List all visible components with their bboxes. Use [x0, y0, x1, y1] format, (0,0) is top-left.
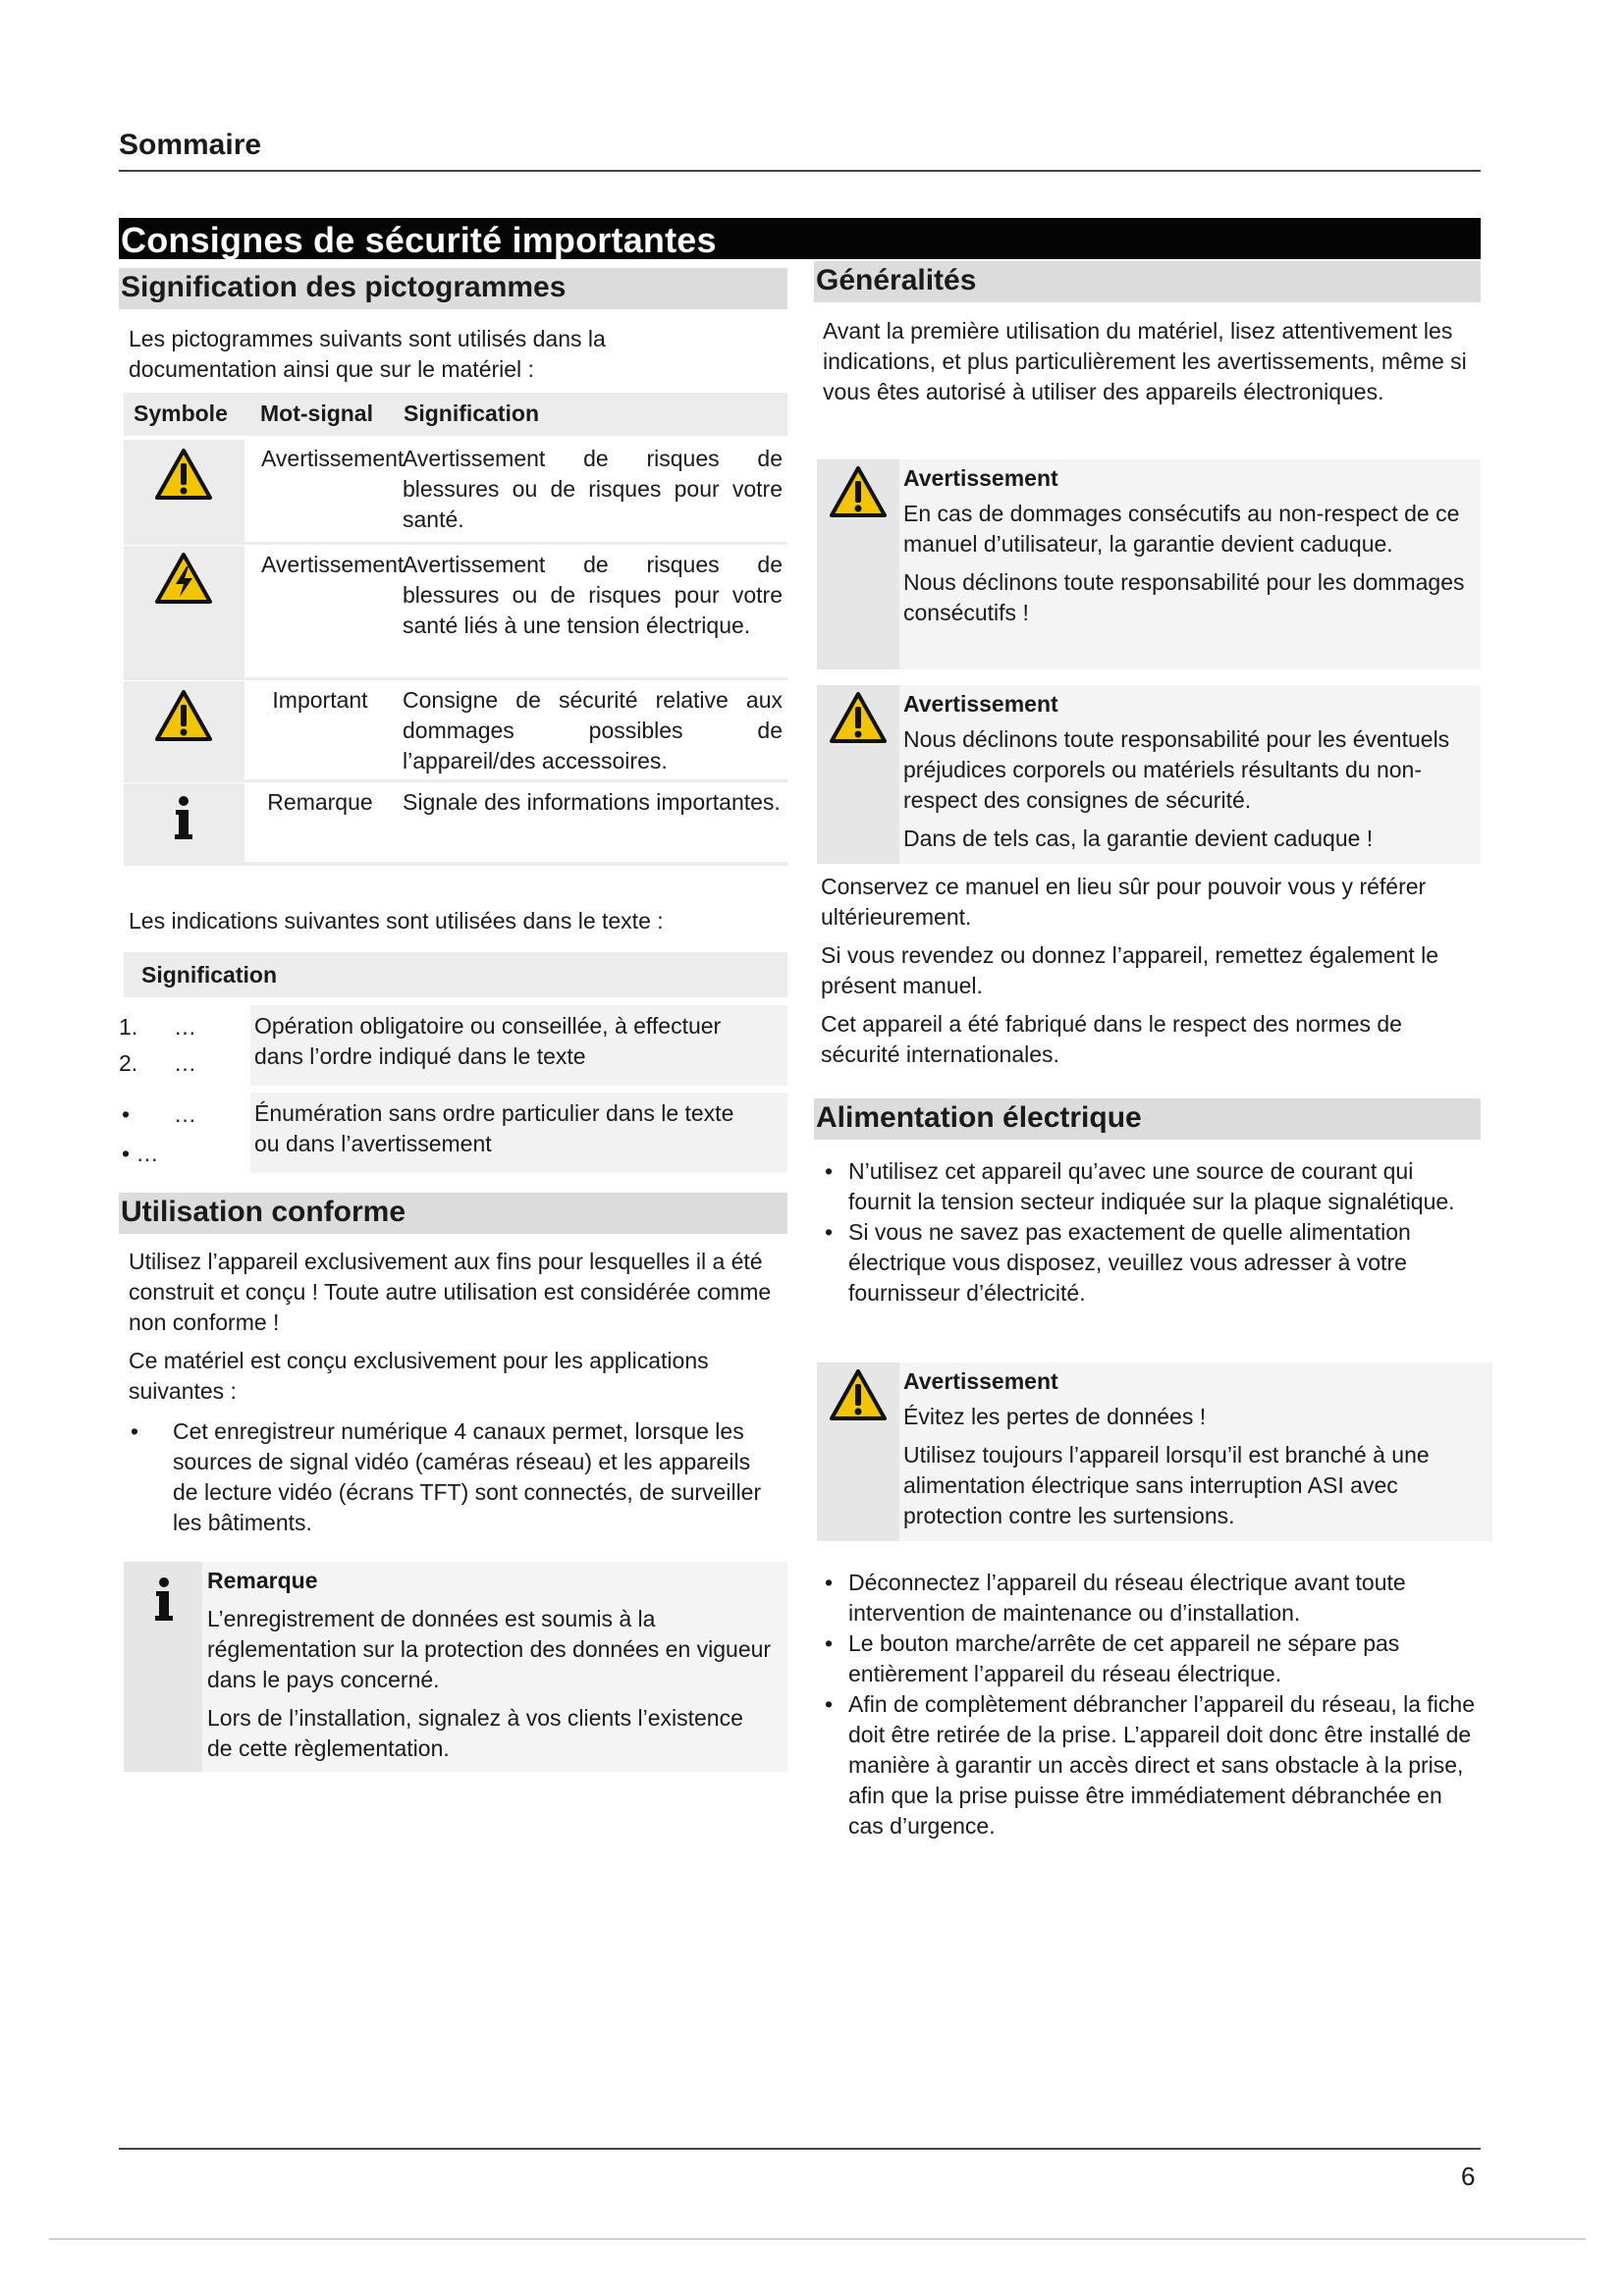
list-item	[821, 1568, 1479, 1629]
footer-divider	[119, 2148, 1481, 2150]
warning-paragraph: Utilisez toujours l’appareil lorsqu’il est branché à une alimentation électrique sans interruption ASI avec protection contre les surtensions.	[903, 1442, 1430, 1528]
row-divider	[124, 677, 787, 680]
bullet-dot: •	[825, 1691, 834, 1717]
bulleted-meaning: Énumération sans ordre particulier dans le texte ou dans l’avertissement	[254, 1100, 734, 1156]
note-paragraph: Lors de l’installation, signalez à vos clients l’existence de cette règlementation.	[207, 1705, 743, 1761]
bullet-dot: •	[825, 1630, 834, 1656]
general-paragraph: Si vous revendez ou donnez l’appareil, remettez également le présent manuel.	[821, 942, 1439, 998]
pictogram-table	[124, 393, 787, 866]
col-header-meaning: Signification	[404, 400, 539, 426]
list-item-text: Déconnectez l’appareil du réseau électrique avant toute intervention de maintenance ou d’installation.	[848, 1570, 1406, 1626]
bullet-dot: •	[131, 1418, 139, 1444]
bullet-dot: •	[825, 1219, 834, 1245]
meaning-text: Consigne de sécurité relative aux dommages possibles de l’appareil/des accessoires.	[403, 687, 783, 774]
note-content	[207, 1566, 772, 1772]
numbered-marker: 1.	[119, 1014, 138, 1040]
list-item	[821, 1629, 1479, 1689]
col-header-symbol: Symbole	[134, 400, 228, 426]
bullet-dot: •	[825, 1570, 834, 1595]
info-icon	[168, 795, 199, 842]
info-icon	[148, 1576, 180, 1624]
indications-header: Signification	[141, 962, 277, 988]
list-item-text: Le bouton marche/arrête de cet appareil ne sépare pas entièrement l’appareil du réseau électrique.	[848, 1630, 1400, 1686]
warning-paragraph: Nous déclinons toute responsabilité pour les dommages consécutifs !	[903, 569, 1465, 625]
signal-word: Important	[272, 687, 368, 713]
heading-intended-use: Utilisation conforme	[119, 1193, 787, 1234]
warning-content	[903, 689, 1473, 862]
heading-general: Généralités	[814, 261, 1481, 302]
list-item	[821, 1689, 1479, 1842]
header-divider	[119, 170, 1481, 172]
intended-use-text	[129, 1247, 777, 1538]
row-divider	[124, 862, 787, 866]
power-bullets	[821, 1156, 1479, 1308]
list-item-text: Afin de complètement débrancher l’appareil du réseau, la fiche doit être retirée de la prise. L’appareil doit donc être installé de manière à garantir un accès direct et sans obstacle à la prise, afin que la prise puisse être immédiatement débranchée en cas d’urgence.	[848, 1691, 1475, 1839]
warning-paragraph: Dans de tels cas, la garantie devient caduque !	[903, 826, 1374, 851]
bulleted-marker: • …	[122, 1141, 159, 1166]
general-paragraph: Conservez ce manuel en lieu sûr pour pouvoir vous y référer ultérieurement.	[821, 874, 1427, 930]
warning-box	[817, 459, 1481, 669]
numbered-ellipsis: …	[174, 1050, 196, 1076]
row-divider	[124, 779, 787, 782]
bullet-dot: •	[825, 1158, 834, 1184]
banner-title: Consignes de sécurité importantes	[121, 220, 717, 260]
meaning-text: Avertissement de risques de blessures ou de risques pour votre santé.	[403, 446, 783, 532]
general-intro: Avant la première utilisation du matériel, lisez attentivement les indications, et plus particulièrement les avertissements, même si vous êtes autorisé à utiliser des appareils électroniques.	[823, 318, 1467, 404]
warning-paragraph: Évitez les pertes de données !	[903, 1404, 1207, 1429]
pictograms-intro: Les pictogrammes suivants sont utilisés dans la documentation ainsi que sur le matériel :	[129, 326, 606, 382]
bulleted-marker: •	[122, 1101, 131, 1127]
col-header-signal: Mot-signal	[260, 400, 373, 426]
numbered-meaning: Opération obligatoire ou conseillée, à effectuer dans l’ordre indiqué dans le texte	[254, 1013, 722, 1069]
warning-title: Avertissement	[903, 691, 1058, 717]
numbered-marker: 2.	[119, 1050, 138, 1076]
page-header-title: Sommaire	[119, 129, 262, 161]
warning-paragraph: Nous déclinons toute responsabilité pour les éventuels préjudices corporels ou matériels résultants du non-respect des consignes de sécurité.	[903, 726, 1450, 813]
signal-word: Avertissement	[261, 446, 405, 471]
warning-paragraph: En cas de dommages consécutifs au non-respect de ce manuel d’utilisateur, la garantie devient caduque.	[903, 501, 1460, 557]
note-paragraph: L’enregistrement de données est soumis à la réglementation sur la protection des données en vigueur dans le pays concerné.	[207, 1606, 772, 1692]
warning-triangle-icon	[154, 689, 213, 742]
row-divider	[124, 542, 787, 545]
heading-power-supply: Alimentation électrique	[814, 1098, 1481, 1140]
warning-triangle-icon	[829, 1368, 888, 1421]
warning-content	[903, 1366, 1478, 1539]
usage-paragraph: Ce matériel est conçu exclusivement pour les applications suivantes :	[129, 1348, 709, 1404]
warning-title: Avertissement	[903, 465, 1058, 491]
usage-bullet	[129, 1416, 777, 1538]
list-item	[821, 1156, 1479, 1217]
power-bullets-2	[821, 1568, 1479, 1842]
signal-word: Remarque	[267, 789, 373, 815]
electric-warning-icon	[154, 552, 213, 605]
warning-title: Avertissement	[903, 1368, 1058, 1394]
note-title: Remarque	[207, 1568, 318, 1593]
list-item-text: Si vous ne savez pas exactement de quelle alimentation électrique vous disposez, veuillez vous adresser à votre fournisseur d’électricité.	[848, 1219, 1411, 1306]
usage-bullet-text: Cet enregistreur numérique 4 canaux permet, lorsque les sources de signal vidéo (caméras réseau) et les appareils de lecture vidéo (écrans TFT) sont connectés, de surveiller les bâtiments.	[173, 1418, 762, 1535]
warning-triangle-icon	[154, 448, 213, 501]
warning-box	[817, 1362, 1492, 1541]
meaning-text: Avertissement de risques de blessures ou de risques pour votre santé liés à une tension électrique.	[403, 552, 783, 638]
numbered-ellipsis: …	[174, 1014, 196, 1040]
heading-pictograms: Signification des pictogrammes	[119, 268, 787, 309]
warning-triangle-icon	[829, 465, 888, 518]
section-banner	[119, 218, 1481, 259]
page-number: 6	[1461, 2162, 1476, 2191]
list-item-text: N’utilisez cet appareil qu’avec une source de courant qui fournit la tension secteur indiquée sur la plaque signalétique.	[848, 1158, 1455, 1214]
warning-triangle-icon	[829, 691, 888, 744]
usage-paragraph: Utilisez l’appareil exclusivement aux fins pour lesquelles il a été construit et conçu ! Toute autre utilisation est considérée comme non conforme !	[129, 1249, 772, 1335]
signal-word: Avertissement	[261, 552, 405, 577]
note-box	[124, 1562, 787, 1772]
meaning-text: Signale des informations importantes.	[403, 789, 781, 815]
scan-edge-line	[49, 2238, 1586, 2240]
list-item	[821, 1217, 1479, 1308]
general-closing	[821, 872, 1471, 1078]
warning-content	[903, 463, 1473, 636]
indications-intro: Les indications suivantes sont utilisées dans le texte :	[129, 908, 664, 934]
general-paragraph: Cet appareil a été fabriqué dans le respect des normes de sécurité internationales.	[821, 1011, 1402, 1067]
warning-box	[817, 685, 1481, 864]
bulleted-ellipsis: …	[174, 1101, 196, 1127]
